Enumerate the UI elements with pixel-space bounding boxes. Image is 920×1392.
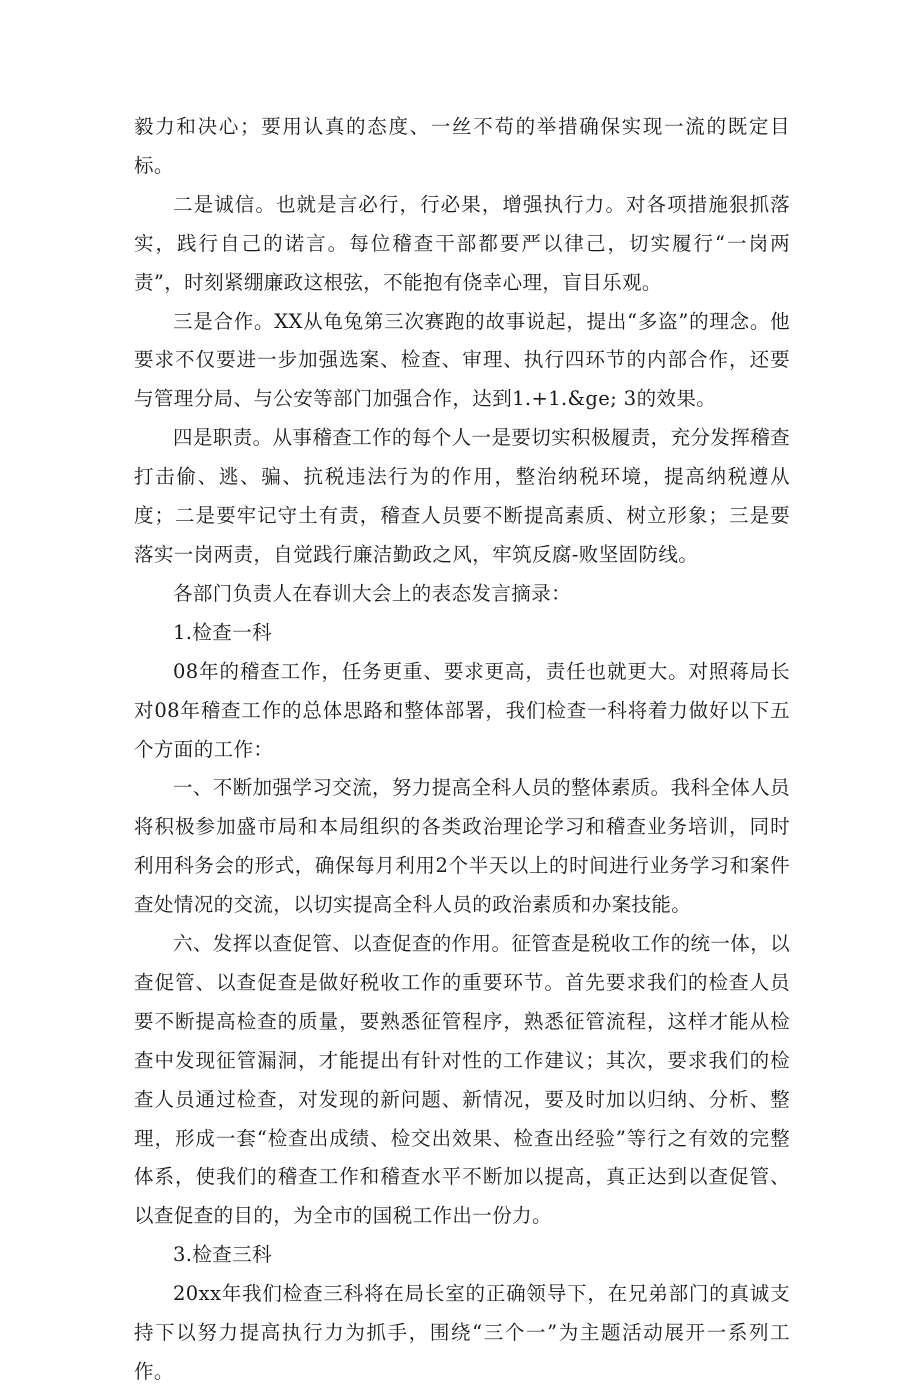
paragraph-dept-1-point-6: 六、发挥以查促管、以查促查的作用。征管查是税收工作的统一体，以查促管、以查促查是做好税收工作的重要环节。首先要求我们的检查人员要不断提高检查的质量，要熟悉征管程序，熟悉征管流程，这样才能从检查中发现征管漏洞，才能提出有针对性的工作建议；其次，要求我们的检查人员通过检查，对发现的新问题、新情况，要及时加以归纳、分析、整理，形成一套“检查出成绩、检交出效果、检查出经验”等行之有效的完整体系，使我们的稽查工作和稽查水平不断加以提高，真正达到以查促管、以查促查的目的，为全市的国税工作出一份力。 (134, 932, 790, 1228)
paragraph-dept-1-overview: 08年的稽查工作，任务更重、要求更高，责任也就更大。对照蒋局长对08年稽查工作的总体思路和整体部署，我们检查一科将着力做好以下五个方面的工作： (134, 659, 790, 761)
paragraph-continuation: 毅力和决心；要用认真的态度、一丝不苟的举措确保实现一流的既定目标。 (134, 115, 790, 177)
paragraph-cooperation: 三是合作。XX从龟兔第三次赛跑的故事说起，提出“多盗”的理念。他要求不仅要进一步加强选案、检查、审理、执行四环节的内部合作，还要与管理分局、与公安等部门加强合作，达到1.+1.&ge; 3的效果。 (134, 309, 790, 411)
paragraph-speech-excerpts-intro: 各部门负责人在春训大会上的表态发言摘录： (173, 581, 572, 605)
paragraph-responsibility: 四是职责。从事稽查工作的每个人一是要切实积极履责，充分发挥稽查打击偷、逃、骗、抗税违法行为的作用，整治纳税环境，提高纳税遵从度；二是要牢记守土有责，稽查人员要不断提高素质、树立形象；三是要落实一岗两责，自觉践行廉洁勤政之风，牢筑反腐-败坚固防线。 (134, 426, 790, 566)
paragraph-dept-1-point-1: 一、不断加强学习交流，努力提高全科人员的整体素质。我科全体人员将积极参加盛市局和本局组织的各类政治理论学习和稽查业务培训，同时利用科务会的形式，确保每月利用2个半天以上的时间进行业务学习和案件查处情况的交流，以切实提高全科人员的政治素质和办案技能。 (134, 776, 790, 917)
section-heading-inspection-dept-3: 3.检查三科 (173, 1243, 273, 1267)
document-body (134, 108, 790, 1392)
section-heading-inspection-dept-1: 1.检查一科 (173, 620, 273, 644)
paragraph-dept-3-overview: 20xx年我们检查三科将在局长室的正确领导下，在兄弟部门的真诚支持下以努力提高执行力为抓手，围绕“三个一”为主题活动展开一系列工作。 (134, 1282, 790, 1383)
paragraph-integrity: 二是诚信。也就是言必行，行必果，增强执行力。对各项措施狠抓落实，践行自己的诺言。每位稽查干部都要严以律己，切实履行“一岗两责”，时刻紧绷廉政这根弦，不能抱有侥幸心理，盲目乐观。 (134, 192, 790, 294)
